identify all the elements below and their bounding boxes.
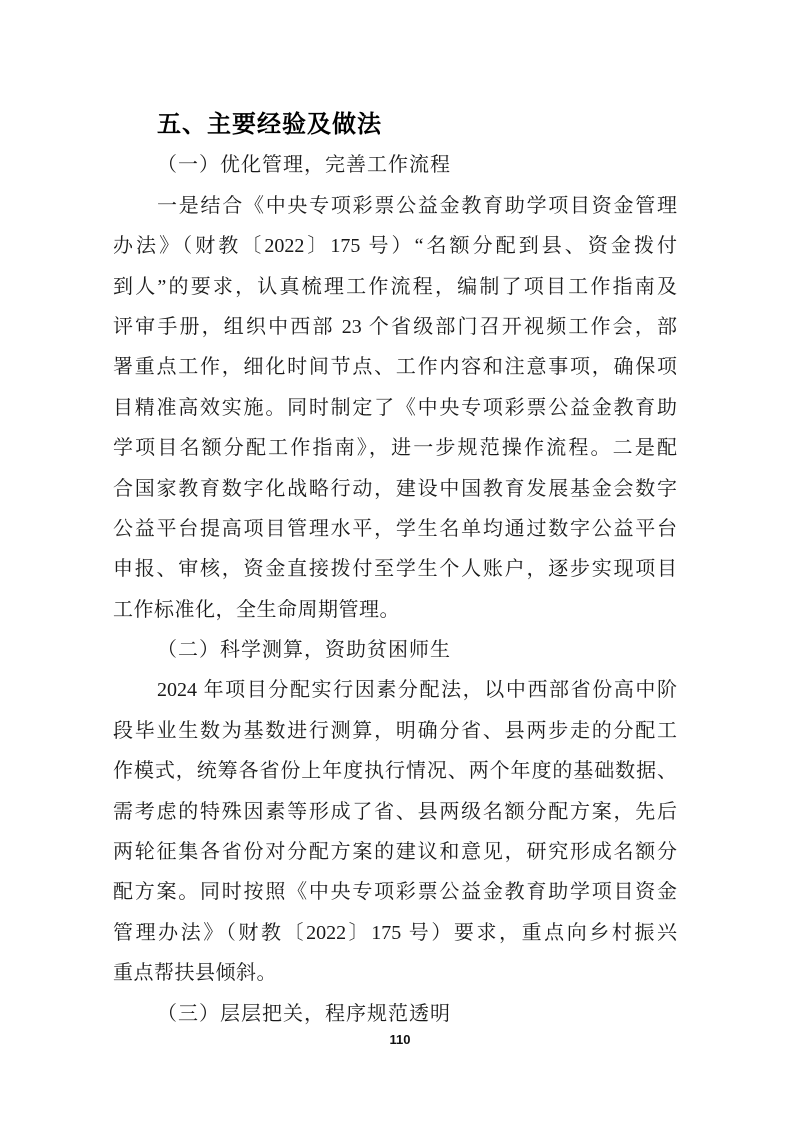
subsection-heading: （二）科学测算，资助贫困师生 <box>157 639 451 662</box>
body-text-line: 到人”的要求，认真梳理工作流程，编制了项目工作指南及 <box>113 275 677 298</box>
body-text-line: 作模式，统筹各省份上年度执行情况、两个年度的基础数据、 <box>113 760 677 783</box>
body-text-line: 申报、审核，资金直接拨付至学生个人账户，逐步实现项目 <box>113 558 677 581</box>
body-text-line: 目精准高效实施。同时制定了《中央专项彩票公益金教育助 <box>113 396 677 419</box>
document-content <box>113 105 677 1034</box>
subsection-heading: （一）优化管理，完善工作流程 <box>157 154 451 177</box>
body-text-line: 学项目名额分配工作指南》，进一步规范操作流程。二是配 <box>113 437 677 460</box>
body-text-line: 工作标准化，全生命周期管理。 <box>113 598 400 621</box>
body-text-line: 评审手册，组织中西部 23 个省级部门召开视频工作会，部 <box>113 315 677 338</box>
subsection-heading: （三）层层把关，程序规范透明 <box>157 1002 451 1025</box>
body-text-line: 管理办法》（财教〔2022〕175 号）要求，重点向乡村振兴 <box>113 921 677 944</box>
body-text-line: 2024 年项目分配实行因素分配法，以中西部省份高中阶 <box>157 679 677 702</box>
body-text-line: 两轮征集各省份对分配方案的建议和意见，研究形成名额分 <box>113 841 677 864</box>
body-text-line: 需考虑的特殊因素等形成了省、县两级名额分配方案，先后 <box>113 800 677 823</box>
body-text-line: 一是结合《中央专项彩票公益金教育助学项目资金管理 <box>157 194 677 217</box>
body-text-line: 重点帮扶县倾斜。 <box>113 962 277 985</box>
body-text-line: 署重点工作，细化时间节点、工作内容和注意事项，确保项 <box>113 356 677 379</box>
page-number: 110 <box>389 1032 411 1047</box>
body-text-line: 公益平台提高项目管理水平，学生名单均通过数字公益平台 <box>113 517 677 540</box>
body-text-line: 段毕业生数为基数进行测算，明确分省、县两步走的分配工 <box>113 719 677 742</box>
section-heading: 五、主要经验及做法 <box>157 111 382 138</box>
body-text-line: 合国家教育数字化战略行动，建设中国教育发展基金会数字 <box>113 477 677 500</box>
body-text-line: 配方案。同时按照《中央专项彩票公益金教育助学项目资金 <box>113 881 677 904</box>
body-text-line: 办法》（财教〔2022〕175 号）“名额分配到县、资金拨付 <box>113 235 677 258</box>
